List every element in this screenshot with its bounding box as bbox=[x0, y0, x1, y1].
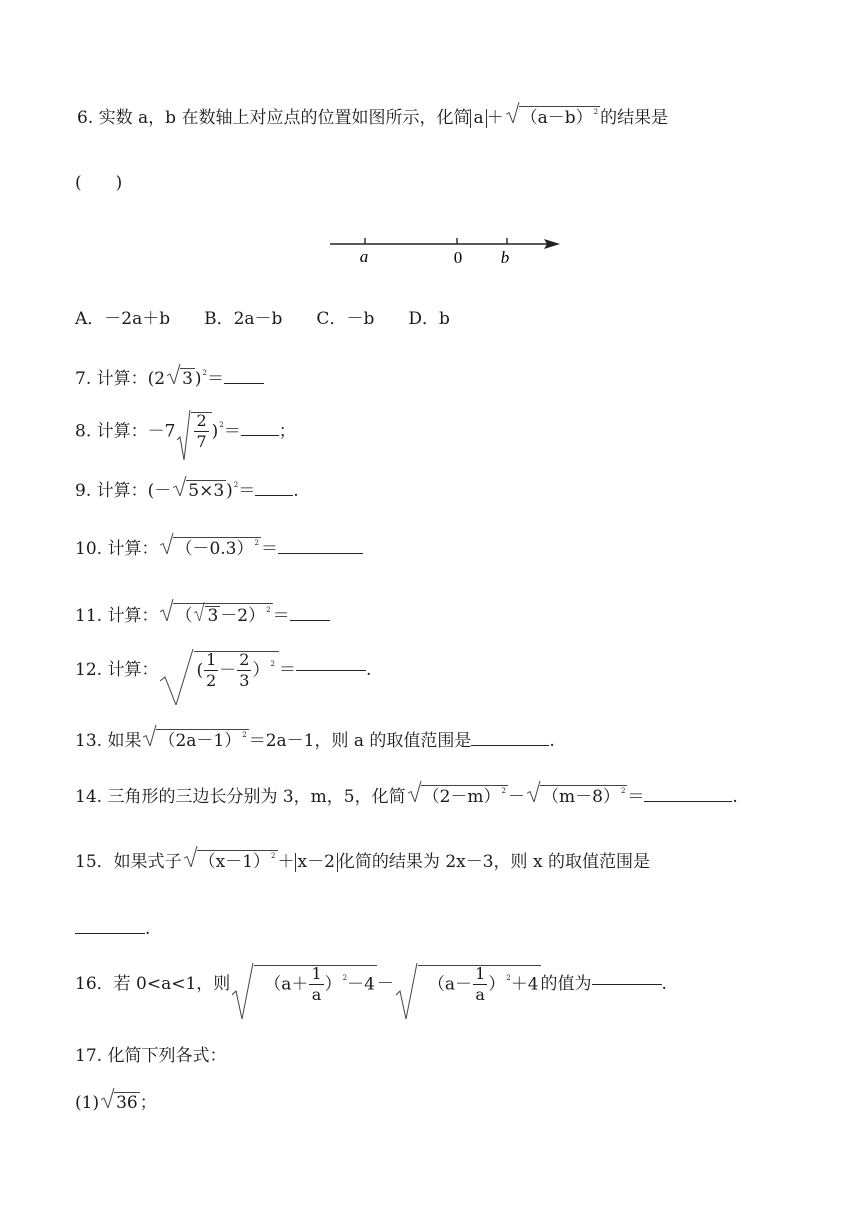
q7-radicand: 3 bbox=[182, 369, 193, 389]
q6-sqrt bbox=[506, 106, 601, 127]
q16-den-2: a bbox=[475, 984, 485, 1004]
question-7 bbox=[75, 368, 264, 388]
number-line bbox=[320, 228, 570, 272]
q16-close-1: ） bbox=[324, 974, 342, 995]
q15-radicand: （x－1） bbox=[198, 852, 271, 872]
q15-sqrt bbox=[184, 850, 278, 871]
q13-answer-blank[interactable] bbox=[471, 744, 549, 746]
question-14 bbox=[75, 785, 738, 806]
q17-radicand: 36 bbox=[116, 1093, 138, 1113]
q11-inner-radicand: 3 bbox=[207, 606, 219, 626]
q16-num-2: 1 bbox=[475, 964, 486, 983]
q13-exponent: 2 bbox=[242, 731, 247, 739]
q8-close: ) bbox=[211, 421, 219, 442]
q7-answer-blank[interactable] bbox=[224, 382, 264, 384]
q15-abs: x－2 bbox=[295, 853, 338, 872]
q9-equals: ＝ bbox=[238, 481, 256, 501]
q11-text: 11. 计算： bbox=[75, 606, 159, 626]
q12-end: . bbox=[365, 659, 372, 680]
q12-close: ） bbox=[252, 660, 270, 681]
q11-equals: ＝ bbox=[272, 606, 290, 626]
q7-close: ) bbox=[194, 369, 202, 389]
q16-part-1: （a＋ bbox=[264, 974, 309, 995]
q9-end: . bbox=[293, 481, 299, 501]
label-zero: 0 bbox=[453, 248, 463, 267]
question-10 bbox=[75, 537, 363, 558]
q13-text: 13. 如果 bbox=[75, 731, 142, 751]
q14-minus: － bbox=[508, 787, 526, 807]
q8-denominator: 7 bbox=[196, 431, 207, 451]
q16-tail: 的值为 bbox=[540, 973, 592, 994]
q12-exponent: 2 bbox=[270, 660, 275, 669]
q16-fraction-2 bbox=[473, 966, 487, 1004]
q17-part-1 bbox=[75, 1092, 157, 1112]
q15-answer-blank[interactable] bbox=[75, 932, 145, 934]
q7-sqrt bbox=[167, 368, 195, 388]
q11-rest: －2） bbox=[220, 606, 266, 626]
label-b: b bbox=[500, 248, 510, 267]
q9-close: ) bbox=[226, 481, 233, 501]
q16-minus: － bbox=[376, 973, 394, 994]
q15-plus: ＋ bbox=[277, 852, 295, 872]
q6-text: 实数 a，b 在数轴上对应点的位置如图所示，化简 bbox=[98, 108, 471, 128]
q16-part-2: （a－ bbox=[427, 974, 473, 995]
q11-open: （ bbox=[175, 606, 193, 626]
q15-end: . bbox=[145, 919, 151, 939]
q14-sqrt-1 bbox=[408, 785, 508, 806]
question-17: 17. 化简下列各式： bbox=[75, 1046, 227, 1066]
q16-answer-blank[interactable] bbox=[592, 983, 662, 985]
q12-minus: － bbox=[219, 660, 237, 681]
question-6 bbox=[77, 106, 668, 128]
q15-tail: 化简的结果为 2x－3，则 x 的取值范围是 bbox=[337, 852, 650, 872]
question-13 bbox=[75, 729, 555, 750]
q12-answer-blank[interactable] bbox=[296, 669, 366, 671]
q14-end: . bbox=[732, 787, 738, 807]
q11-exponent: 2 bbox=[266, 606, 271, 614]
q7-exponent: 2 bbox=[202, 369, 208, 377]
q17-end: ； bbox=[139, 1093, 157, 1113]
q8-answer-blank[interactable] bbox=[241, 434, 279, 436]
question-9 bbox=[75, 480, 299, 500]
q12-sqrt bbox=[160, 651, 278, 690]
q14-text: 14. 三角形的三边长分别为 3，m，5，化简 bbox=[75, 787, 406, 807]
q12-den-2: 3 bbox=[239, 670, 250, 690]
q14-radicand-2: （m－8） bbox=[542, 787, 620, 807]
q16-term-2: ＋4 bbox=[510, 974, 539, 995]
q8-exponent: 2 bbox=[219, 421, 224, 430]
q9-exponent: 2 bbox=[233, 481, 239, 489]
q10-exponent: 2 bbox=[254, 539, 259, 547]
q16-close-2: ） bbox=[488, 974, 506, 995]
q12-open: ( bbox=[196, 660, 204, 681]
q9-sqrt bbox=[173, 480, 226, 500]
q6-abs-a: a bbox=[470, 109, 486, 128]
q7-text: 7. 计算：(2 bbox=[75, 369, 166, 389]
q14-radicand-1: （2－m） bbox=[422, 787, 501, 807]
q12-den-1: 2 bbox=[206, 670, 217, 690]
q8-numerator: 2 bbox=[196, 411, 207, 430]
q8-text: 8. 计算：－7 bbox=[75, 421, 176, 442]
q16-fraction-1 bbox=[309, 966, 323, 1004]
q12-equals: ＝ bbox=[278, 659, 296, 680]
q17-part-label: (1) bbox=[75, 1093, 100, 1113]
q17-sqrt bbox=[101, 1092, 140, 1112]
q10-sqrt bbox=[160, 537, 261, 558]
question-12 bbox=[75, 651, 371, 690]
q14-sqrt-2 bbox=[527, 785, 627, 806]
q14-exponent-2: 2 bbox=[620, 787, 626, 795]
question-11 bbox=[75, 603, 330, 625]
q11-sqrt bbox=[160, 603, 272, 625]
q8-end: ； bbox=[278, 421, 296, 442]
q14-equals: ＝ bbox=[627, 787, 645, 807]
q16-exponent-1: 2 bbox=[342, 974, 348, 983]
q6-plus: ＋ bbox=[486, 108, 504, 128]
q13-middle: ＝2a－1，则 a 的取值范围是 bbox=[248, 731, 472, 751]
q12-fraction-2 bbox=[237, 652, 251, 690]
q10-radicand: （－0.3） bbox=[175, 539, 254, 559]
q14-answer-blank[interactable] bbox=[644, 800, 732, 802]
q14-exponent-1: 2 bbox=[501, 787, 507, 795]
q13-radicand: （2a－1） bbox=[158, 731, 242, 751]
q12-num-1: 1 bbox=[206, 650, 217, 669]
q12-num-2: 2 bbox=[239, 650, 250, 669]
q15-text: 15．如果式子 bbox=[75, 852, 182, 872]
q16-num-1: 1 bbox=[311, 964, 322, 983]
q6-radicand: （a－b） bbox=[520, 108, 593, 128]
q16-end: . bbox=[661, 973, 667, 994]
q13-end: . bbox=[549, 731, 555, 751]
q8-fraction bbox=[194, 413, 208, 451]
q7-equals: ＝ bbox=[207, 369, 225, 389]
q12-text: 12. 计算： bbox=[75, 659, 159, 680]
q9-radicand: 5×3 bbox=[188, 481, 225, 501]
q15-exponent: 2 bbox=[271, 852, 276, 860]
q8-equals: ＝ bbox=[223, 421, 241, 442]
q16-sqrt-1 bbox=[232, 965, 377, 1004]
q16-text: 16．若 0<a<1，则 bbox=[75, 973, 231, 994]
q6-choices: A．－2a＋b B．2a－b C．－b D．b bbox=[75, 309, 450, 329]
q10-answer-blank[interactable] bbox=[278, 552, 363, 554]
q11-answer-blank[interactable] bbox=[290, 619, 330, 621]
q6-tail: 的结果是 bbox=[600, 108, 669, 128]
label-a: a bbox=[359, 247, 369, 266]
q11-inner-sqrt bbox=[194, 606, 220, 625]
q9-text: 9. 计算：(－ bbox=[75, 481, 172, 501]
q9-answer-blank[interactable] bbox=[255, 494, 293, 496]
q6-exponent: 2 bbox=[593, 108, 599, 116]
q6-number: 6. bbox=[77, 108, 94, 128]
q12-fraction-1 bbox=[204, 652, 218, 690]
question-8 bbox=[75, 412, 296, 451]
q16-sqrt-2 bbox=[396, 965, 541, 1004]
question-15 bbox=[75, 850, 650, 872]
q15-answer-line bbox=[75, 921, 150, 938]
q16-term-1: －4 bbox=[347, 974, 375, 995]
q10-text: 10. 计算： bbox=[75, 539, 159, 559]
q6-answer-paren: ( ) bbox=[75, 173, 123, 193]
q8-sqrt bbox=[177, 412, 211, 451]
q10-equals: ＝ bbox=[260, 539, 278, 559]
q16-exponent-2: 2 bbox=[506, 974, 511, 983]
q13-sqrt bbox=[143, 729, 248, 750]
question-16 bbox=[75, 965, 667, 1004]
q16-den-1: a bbox=[311, 984, 322, 1004]
